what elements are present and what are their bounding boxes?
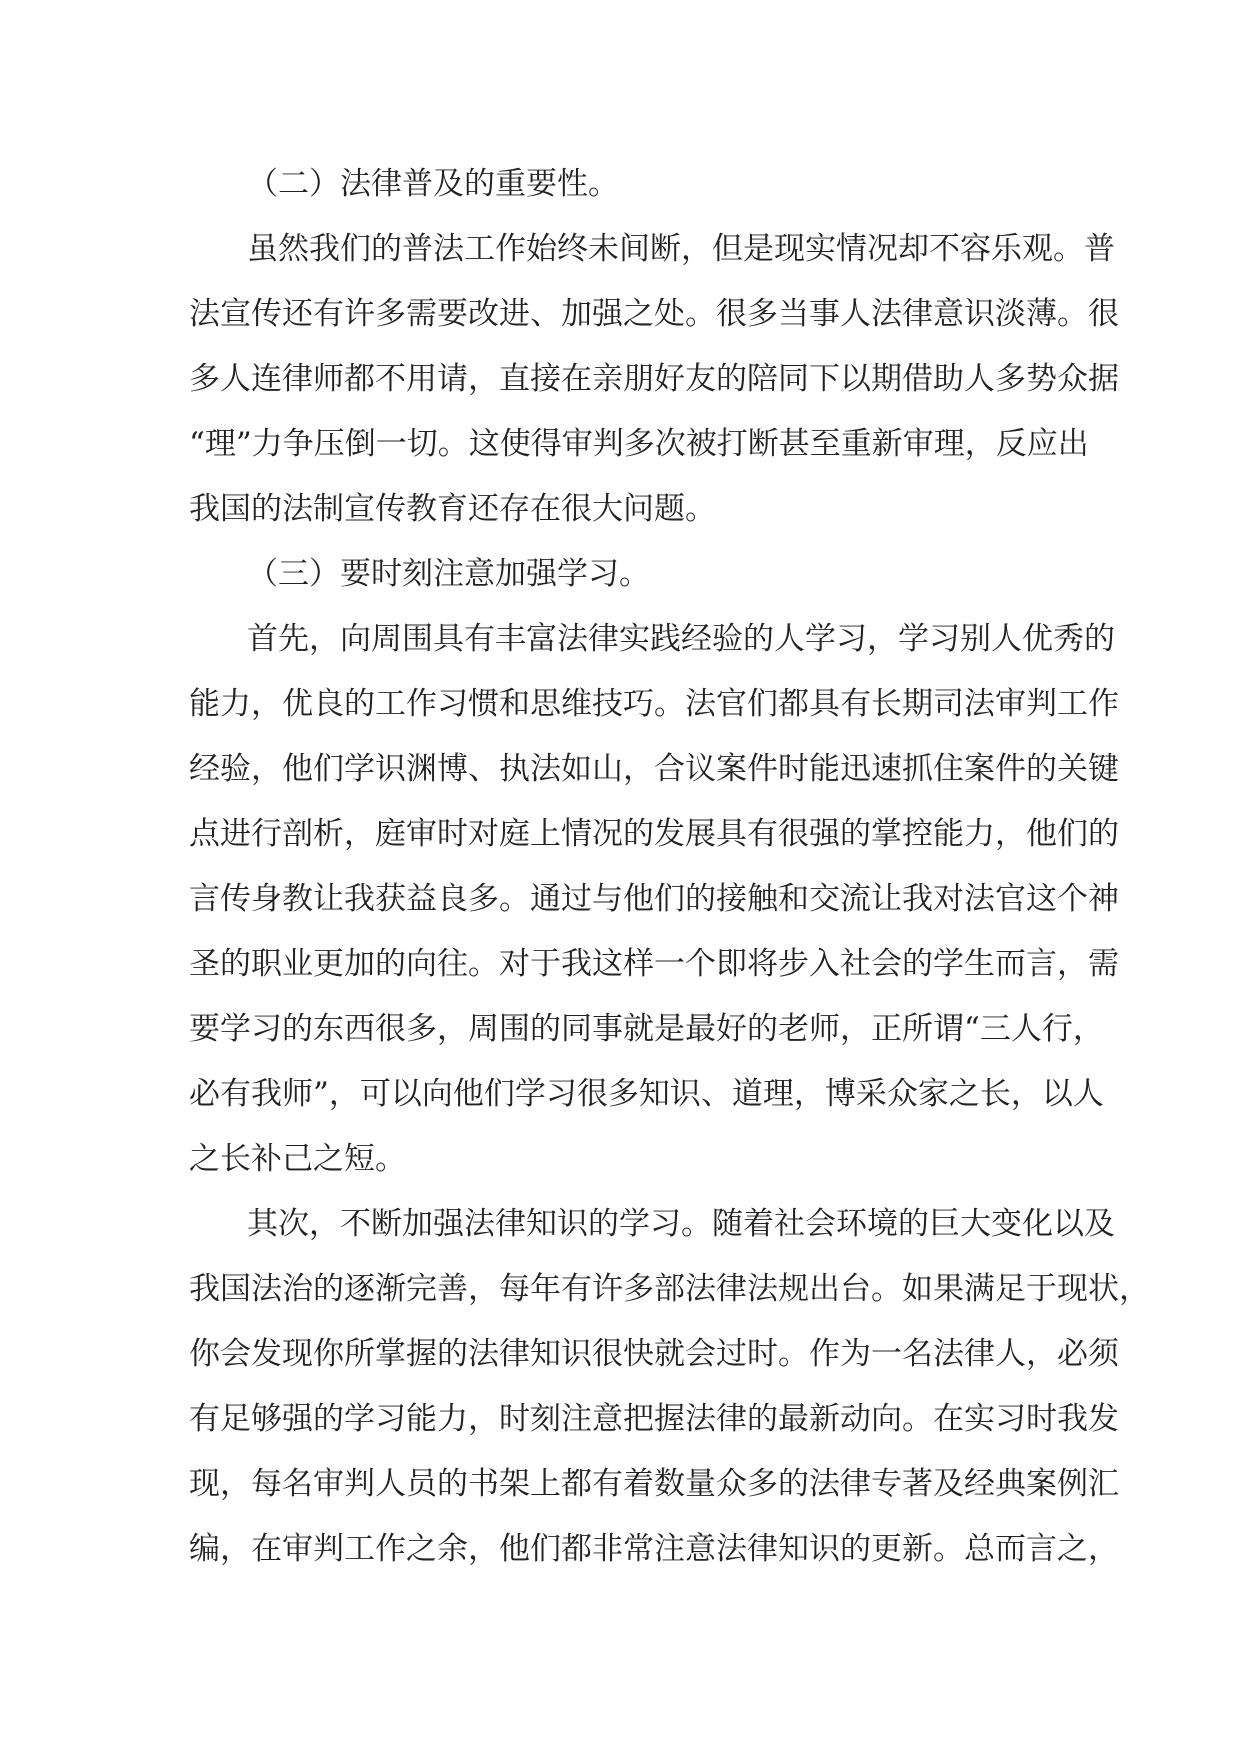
section-heading-2: （二）法律普及的重要性。 [247,166,619,202]
paragraph-line: 有足够强的学习能力，时刻注意把握法律的最新动向。在实习时我发 [189,1401,1119,1437]
paragraph-line: 能力，优良的工作习惯和思维技巧。法官们都具有长期司法审判工作 [189,686,1119,722]
paragraph-line: 言传身教让我获益良多。通过与他们的接触和交流让我对法官这个神 [189,881,1119,917]
paragraph-line: 要学习的东西很多，周围的同事就是最好的老师，正所谓“三人行， [189,1011,1104,1047]
paragraph-line: 点进行剖析，庭审时对庭上情况的发展具有很强的掌控能力，他们的 [189,816,1119,852]
section-heading-3: （三）要时刻注意加强学习。 [247,556,650,592]
paragraph-line: 必有我师”，可以向他们学习很多知识、道理，博采众家之长，以人 [189,1076,1104,1112]
paragraph-line: 之长补己之短。 [189,1141,406,1177]
paragraph-line: 多人连律师都不用请，直接在亲朋好友的陪同下以期借助人多势众据 [189,361,1119,397]
paragraph-line: 我国的法制宣传教育还存在很大问题。 [189,491,716,527]
paragraph-line: 编，在审判工作之余，他们都非常注意法律知识的更新。总而言之， [189,1531,1119,1567]
paragraph-line: 虽然我们的普法工作始终未间断，但是现实情况却不容乐观。普 [247,231,1115,267]
paragraph-line: 首先，向周围具有丰富法律实践经验的人学习，学习别人优秀的 [247,621,1115,657]
paragraph-line: 法宣传还有许多需要改进、加强之处。很多当事人法律意识淡薄。很 [189,296,1119,332]
paragraph-line: 经验，他们学识渊博、执法如山，合议案件时能迅速抓住案件的关键 [189,751,1119,787]
paragraph-line: 你会发现你所掌握的法律知识很快就会过时。作为一名法律人，必须 [189,1336,1119,1372]
paragraph-line: 我国法治的逐渐完善，每年有许多部法律法规出台。如果满足于现状， [189,1271,1150,1307]
paragraph-line: “理”力争压倒一切。这使得审判多次被打断甚至重新审理，反应出 [189,426,1089,462]
paragraph-line: 其次，不断加强法律知识的学习。随着社会环境的巨大变化以及 [247,1206,1115,1242]
paragraph-line: 现，每名审判人员的书架上都有着数量众多的法律专著及经典案例汇 [189,1466,1119,1502]
paragraph-line: 圣的职业更加的向往。对于我这样一个即将步入社会的学生而言，需 [189,946,1119,982]
